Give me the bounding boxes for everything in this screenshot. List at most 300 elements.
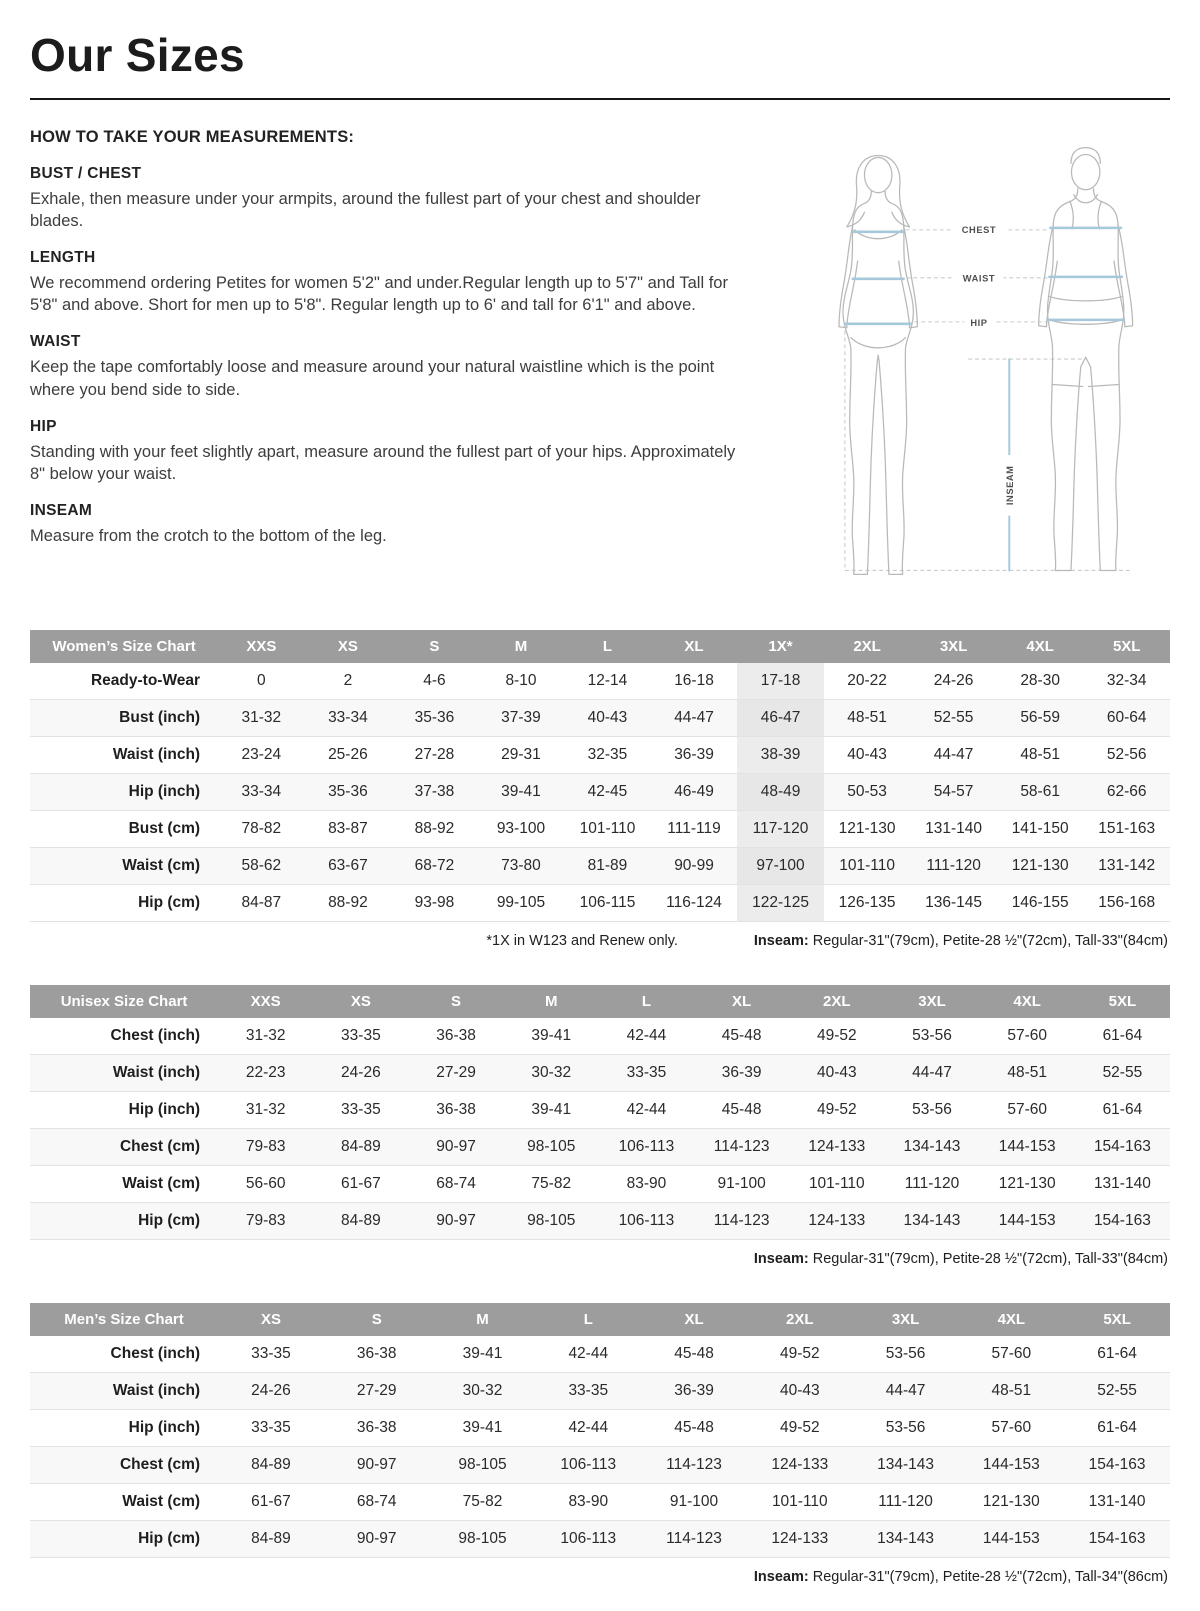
size-table-row: [30, 1203, 1170, 1240]
size-cell: 48-49: [737, 774, 824, 811]
size-cell: 4-6: [391, 663, 478, 700]
size-cell: 49-52: [789, 1018, 884, 1055]
size-cell: 106-113: [535, 1447, 641, 1484]
size-cell: 48-51: [824, 700, 911, 737]
man-figure: [1039, 148, 1133, 571]
size-cell: 61-67: [313, 1166, 408, 1203]
size-column-header: S: [391, 630, 478, 663]
size-cell: 36-38: [324, 1410, 430, 1447]
size-cell: 136-145: [910, 885, 997, 922]
size-cell: 2: [305, 663, 392, 700]
size-column-header: S: [324, 1303, 430, 1336]
size-cell: 124-133: [747, 1447, 853, 1484]
size-column-header: 2XL: [747, 1303, 853, 1336]
instructions-heading: HOW TO TAKE YOUR MEASUREMENTS:: [30, 128, 355, 146]
size-table-row: [30, 1521, 1170, 1558]
instruction-title: INSEAM: [30, 501, 93, 519]
size-row-label: Hip (cm): [30, 1521, 218, 1558]
size-cell: 32-35: [564, 737, 651, 774]
size-cell: 62-66: [1083, 774, 1170, 811]
size-cell: 58-61: [997, 774, 1084, 811]
size-cell: 111-120: [910, 848, 997, 885]
unisex-size-chart: [30, 985, 1170, 1267]
size-column-header: M: [430, 1303, 536, 1336]
size-cell: 114-123: [641, 1447, 747, 1484]
size-cell: 131-140: [1064, 1484, 1170, 1521]
size-cell: 53-56: [884, 1092, 979, 1129]
inseam-note-text: Regular-31"(79cm), Petite-28 ½"(72cm), Tall-33"(84cm): [808, 1251, 1168, 1267]
size-table-row: [30, 1129, 1170, 1166]
size-cell: 98-105: [430, 1521, 536, 1558]
size-cell: 42-44: [599, 1018, 694, 1055]
size-cell: 114-123: [641, 1521, 747, 1558]
size-cell: 36-39: [651, 737, 738, 774]
size-cell: 27-28: [391, 737, 478, 774]
size-cell: 0: [218, 663, 305, 700]
instruction-length: [30, 249, 740, 316]
size-cell: 61-64: [1064, 1410, 1170, 1447]
size-column-header: S: [408, 985, 503, 1018]
size-column-header: M: [504, 985, 599, 1018]
size-cell: 48-51: [980, 1055, 1075, 1092]
size-cell: 57-60: [958, 1410, 1064, 1447]
size-cell: 154-163: [1075, 1203, 1170, 1240]
size-cell: 61-64: [1075, 1092, 1170, 1129]
size-cell: 114-123: [694, 1129, 789, 1166]
size-cell: 60-64: [1083, 700, 1170, 737]
size-row-label: Chest (cm): [30, 1447, 218, 1484]
size-cell: 106-115: [564, 885, 651, 922]
size-cell: 88-92: [305, 885, 392, 922]
size-row-label: Hip (inch): [30, 774, 218, 811]
unisex-inseam-note: [754, 1251, 1168, 1267]
size-cell: 154-163: [1064, 1447, 1170, 1484]
size-row-label: Waist (inch): [30, 737, 218, 774]
size-cell: 90-97: [324, 1521, 430, 1558]
size-column-header: L: [599, 985, 694, 1018]
size-cell: 27-29: [324, 1373, 430, 1410]
size-table-header-row: [30, 985, 1170, 1018]
size-cell: 37-38: [391, 774, 478, 811]
size-cell: 98-105: [504, 1129, 599, 1166]
size-cell: 124-133: [789, 1129, 884, 1166]
size-cell: 75-82: [504, 1166, 599, 1203]
size-column-header: XXS: [218, 985, 313, 1018]
size-cell: 79-83: [218, 1129, 313, 1166]
instruction-inseam: [30, 502, 740, 547]
size-column-header: XS: [305, 630, 392, 663]
size-column-header: XS: [313, 985, 408, 1018]
size-cell: 73-80: [478, 848, 565, 885]
instruction-waist: [30, 333, 740, 400]
size-table-row: [30, 1373, 1170, 1410]
size-chart-title: Women’s Size Chart: [30, 630, 218, 663]
size-cell: 88-92: [391, 811, 478, 848]
size-cell: 24-26: [218, 1373, 324, 1410]
size-cell: 45-48: [694, 1092, 789, 1129]
size-cell: 124-133: [789, 1203, 884, 1240]
size-chart-title: Unisex Size Chart: [30, 985, 218, 1018]
size-cell: 42-44: [599, 1092, 694, 1129]
size-cell: 97-100: [737, 848, 824, 885]
size-cell: 121-130: [997, 848, 1084, 885]
size-column-header: 3XL: [853, 1303, 959, 1336]
size-cell: 84-89: [218, 1521, 324, 1558]
inseam-note-text: Regular-31"(79cm), Petite-28 ½"(72cm), Tall-33"(84cm): [808, 933, 1168, 949]
men-chart-footnotes: [32, 1569, 1168, 1585]
size-cell: 37-39: [478, 700, 565, 737]
page-title: Our Sizes: [30, 29, 245, 81]
size-cell: 33-35: [535, 1373, 641, 1410]
size-cell: 46-47: [737, 700, 824, 737]
size-cell: 122-125: [737, 885, 824, 922]
size-cell: 45-48: [641, 1410, 747, 1447]
size-row-label: Hip (inch): [30, 1410, 218, 1447]
size-table-row: [30, 811, 1170, 848]
size-cell: 83-87: [305, 811, 392, 848]
size-cell: 121-130: [980, 1166, 1075, 1203]
size-cell: 28-30: [997, 663, 1084, 700]
unisex-size-chart-table: [30, 985, 1170, 1240]
figure-illustration-wrap: [740, 128, 1170, 592]
size-cell: 154-163: [1064, 1521, 1170, 1558]
women-size-chart-table: [30, 630, 1170, 922]
size-column-header: XL: [651, 630, 738, 663]
size-table-row: [30, 774, 1170, 811]
instruction-bust-chest: [30, 165, 740, 232]
size-row-label: Waist (cm): [30, 1484, 218, 1521]
size-cell: 144-153: [958, 1521, 1064, 1558]
size-table-row: [30, 1018, 1170, 1055]
men-inseam-note: [754, 1569, 1168, 1585]
size-cell: 31-32: [218, 1092, 313, 1129]
size-table-header-row: [30, 630, 1170, 663]
measurement-instructions: [30, 128, 740, 564]
size-cell: 52-55: [1075, 1055, 1170, 1092]
size-cell: 114-123: [694, 1203, 789, 1240]
size-cell: 84-89: [313, 1129, 408, 1166]
size-cell: 101-110: [747, 1484, 853, 1521]
size-cell: 84-87: [218, 885, 305, 922]
size-cell: 53-56: [884, 1018, 979, 1055]
size-table-row: [30, 1447, 1170, 1484]
size-row-label: Hip (cm): [30, 885, 218, 922]
size-cell: 44-47: [910, 737, 997, 774]
instruction-title: HIP: [30, 417, 57, 435]
size-cell: 24-26: [910, 663, 997, 700]
size-cell: 39-41: [430, 1336, 536, 1373]
size-table-row: [30, 1336, 1170, 1373]
size-cell: 68-72: [391, 848, 478, 885]
inseam-note-text: Regular-31"(79cm), Petite-28 ½"(72cm), Tall-34"(86cm): [808, 1569, 1168, 1585]
size-cell: 42-44: [535, 1410, 641, 1447]
size-row-label: Waist (inch): [30, 1055, 218, 1092]
size-cell: 36-38: [408, 1092, 503, 1129]
size-column-header: L: [564, 630, 651, 663]
size-cell: 40-43: [824, 737, 911, 774]
size-table-row: [30, 663, 1170, 700]
size-cell: 56-60: [218, 1166, 313, 1203]
size-cell: 40-43: [789, 1055, 884, 1092]
size-cell: 57-60: [980, 1018, 1075, 1055]
size-row-label: Chest (inch): [30, 1018, 218, 1055]
instruction-body: Keep the tape comfortably loose and measure around your natural waistline which is the point where you bend side to side.: [30, 358, 715, 399]
size-cell: 101-110: [564, 811, 651, 848]
measurement-labels: [953, 222, 1018, 516]
size-cell: 126-135: [824, 885, 911, 922]
size-cell: 98-105: [430, 1447, 536, 1484]
size-cell: 48-51: [958, 1373, 1064, 1410]
size-cell: 31-32: [218, 1018, 313, 1055]
size-column-header: XXS: [218, 630, 305, 663]
size-cell: 144-153: [980, 1129, 1075, 1166]
size-cell: 33-35: [218, 1410, 324, 1447]
size-column-header: XL: [641, 1303, 747, 1336]
size-cell: 52-56: [1083, 737, 1170, 774]
woman-figure: [839, 155, 917, 574]
size-cell: 27-29: [408, 1055, 503, 1092]
size-cell: 61-67: [218, 1484, 324, 1521]
size-cell: 134-143: [853, 1521, 959, 1558]
size-cell: 32-34: [1083, 663, 1170, 700]
size-cell: 39-41: [504, 1092, 599, 1129]
women-size-chart: [30, 630, 1170, 949]
instruction-body: Exhale, then measure under your armpits, around the fullest part of your chest and shoulder blades.: [30, 190, 701, 231]
size-column-header: 2XL: [789, 985, 884, 1018]
size-cell: 44-47: [651, 700, 738, 737]
inseam-label: INSEAM: [1005, 465, 1016, 506]
size-cell: 81-89: [564, 848, 651, 885]
size-cell: 17-18: [737, 663, 824, 700]
size-cell: 75-82: [430, 1484, 536, 1521]
size-cell: 151-163: [1083, 811, 1170, 848]
size-cell: 116-124: [651, 885, 738, 922]
size-row-label: Waist (cm): [30, 848, 218, 885]
size-table-header-row: [30, 1303, 1170, 1336]
size-cell: 33-35: [313, 1018, 408, 1055]
size-cell: 144-153: [958, 1447, 1064, 1484]
size-cell: 154-163: [1075, 1129, 1170, 1166]
measurement-figures-illustration: [792, 132, 1164, 592]
instruction-hip: [30, 418, 740, 485]
men-size-chart: [30, 1303, 1170, 1585]
inseam-note-label: Inseam:: [753, 933, 809, 949]
size-row-label: Bust (cm): [30, 811, 218, 848]
size-cell: 49-52: [747, 1336, 853, 1373]
size-table-row: [30, 1055, 1170, 1092]
size-row-label: Hip (inch): [30, 1092, 218, 1129]
size-cell: 124-133: [747, 1521, 853, 1558]
size-cell: 39-41: [504, 1018, 599, 1055]
size-cell: 90-97: [408, 1129, 503, 1166]
size-row-label: Chest (inch): [30, 1336, 218, 1373]
size-cell: 79-83: [218, 1203, 313, 1240]
size-cell: 106-113: [599, 1129, 694, 1166]
size-column-header: 1X*: [737, 630, 824, 663]
size-cell: 42-45: [564, 774, 651, 811]
size-cell: 30-32: [430, 1373, 536, 1410]
size-cell: 57-60: [980, 1092, 1075, 1129]
size-cell: 22-23: [218, 1055, 313, 1092]
size-cell: 141-150: [997, 811, 1084, 848]
size-cell: 49-52: [747, 1410, 853, 1447]
size-cell: 83-90: [599, 1166, 694, 1203]
size-cell: 106-113: [599, 1203, 694, 1240]
size-column-header: 4XL: [997, 630, 1084, 663]
size-cell: 90-97: [408, 1203, 503, 1240]
size-column-header: XL: [694, 985, 789, 1018]
size-table-row: [30, 885, 1170, 922]
size-cell: 146-155: [997, 885, 1084, 922]
size-cell: 52-55: [910, 700, 997, 737]
size-cell: 36-38: [324, 1336, 430, 1373]
size-table-row: [30, 700, 1170, 737]
size-cell: 36-38: [408, 1018, 503, 1055]
size-column-header: 5XL: [1083, 630, 1170, 663]
chest-label: CHEST: [961, 224, 997, 235]
size-cell: 45-48: [641, 1336, 747, 1373]
size-cell: 35-36: [305, 774, 392, 811]
size-cell: 83-90: [535, 1484, 641, 1521]
size-cell: 25-26: [305, 737, 392, 774]
hip-label: HIP: [970, 317, 988, 328]
size-cell: 61-64: [1075, 1018, 1170, 1055]
size-cell: 23-24: [218, 737, 305, 774]
size-row-label: Ready-to-Wear: [30, 663, 218, 700]
size-cell: 39-41: [478, 774, 565, 811]
size-cell: 40-43: [747, 1373, 853, 1410]
size-cell: 20-22: [824, 663, 911, 700]
size-cell: 8-10: [478, 663, 565, 700]
size-chart-title: Men’s Size Chart: [30, 1303, 218, 1336]
size-table-row: [30, 1092, 1170, 1129]
size-row-label: Chest (cm): [30, 1129, 218, 1166]
size-cell: 48-51: [997, 737, 1084, 774]
instruction-title: LENGTH: [30, 249, 96, 267]
size-cell: 33-34: [218, 774, 305, 811]
size-cell: 36-39: [641, 1373, 747, 1410]
size-cell: 68-74: [408, 1166, 503, 1203]
title-divider: [30, 98, 1170, 100]
size-cell: 58-62: [218, 848, 305, 885]
size-cell: 35-36: [391, 700, 478, 737]
size-cell: 30-32: [504, 1055, 599, 1092]
size-cell: 101-110: [789, 1166, 884, 1203]
size-cell: 156-168: [1083, 885, 1170, 922]
size-cell: 44-47: [853, 1373, 959, 1410]
size-row-label: Waist (inch): [30, 1373, 218, 1410]
unisex-chart-footnotes: [32, 1251, 1168, 1267]
size-cell: 57-60: [958, 1336, 1064, 1373]
size-cell: 45-48: [694, 1018, 789, 1055]
size-cell: 144-153: [980, 1203, 1075, 1240]
size-cell: 50-53: [824, 774, 911, 811]
size-cell: 38-39: [737, 737, 824, 774]
size-cell: 53-56: [853, 1336, 959, 1373]
size-table-row: [30, 1484, 1170, 1521]
size-cell: 101-110: [824, 848, 911, 885]
size-cell: 93-98: [391, 885, 478, 922]
waist-label: WAIST: [962, 273, 996, 284]
size-table-row: [30, 848, 1170, 885]
size-row-label: Hip (cm): [30, 1203, 218, 1240]
size-cell: 44-47: [884, 1055, 979, 1092]
size-cell: 78-82: [218, 811, 305, 848]
size-cell: 33-35: [599, 1055, 694, 1092]
size-cell: 93-100: [478, 811, 565, 848]
size-cell: 121-130: [958, 1484, 1064, 1521]
size-cell: 84-89: [218, 1447, 324, 1484]
instruction-title: WAIST: [30, 333, 81, 351]
size-column-header: 4XL: [980, 985, 1075, 1018]
size-cell: 131-140: [910, 811, 997, 848]
size-cell: 54-57: [910, 774, 997, 811]
size-cell: 121-130: [824, 811, 911, 848]
size-table-row: [30, 737, 1170, 774]
size-cell: 49-52: [789, 1092, 884, 1129]
size-cell: 33-35: [218, 1336, 324, 1373]
size-cell: 131-140: [1075, 1166, 1170, 1203]
size-cell: 99-105: [478, 885, 565, 922]
size-cell: 53-56: [853, 1410, 959, 1447]
size-cell: 134-143: [884, 1129, 979, 1166]
instruction-body: Standing with your feet slightly apart, measure around the fullest part of your hips. Approximately 8" below your waist.: [30, 442, 736, 483]
size-table-row: [30, 1166, 1170, 1203]
size-column-header: XS: [218, 1303, 324, 1336]
size-cell: 134-143: [884, 1203, 979, 1240]
size-column-header: 3XL: [884, 985, 979, 1018]
size-cell: 40-43: [564, 700, 651, 737]
size-cell: 68-74: [324, 1484, 430, 1521]
size-cell: 24-26: [313, 1055, 408, 1092]
size-cell: 56-59: [997, 700, 1084, 737]
size-cell: 91-100: [641, 1484, 747, 1521]
size-cell: 46-49: [651, 774, 738, 811]
size-cell: 106-113: [535, 1521, 641, 1558]
size-column-header: M: [478, 630, 565, 663]
size-column-header: 5XL: [1075, 985, 1170, 1018]
size-cell: 91-100: [694, 1166, 789, 1203]
inseam-note-label: Inseam:: [753, 1251, 809, 1267]
size-cell: 42-44: [535, 1336, 641, 1373]
size-column-header: 2XL: [824, 630, 911, 663]
size-cell: 90-99: [651, 848, 738, 885]
size-cell: 36-39: [694, 1055, 789, 1092]
size-column-header: 4XL: [958, 1303, 1064, 1336]
size-column-header: L: [535, 1303, 641, 1336]
size-cell: 12-14: [564, 663, 651, 700]
size-cell: 111-120: [853, 1484, 959, 1521]
size-row-label: Waist (cm): [30, 1166, 218, 1203]
size-column-header: 3XL: [910, 630, 997, 663]
size-cell: 39-41: [430, 1410, 536, 1447]
size-cell: 16-18: [651, 663, 738, 700]
instruction-body: We recommend ordering Petites for women 5'2" and under.Regular length up to 5'7" and Tall for 5'8" and above. Short for men up to 5'8". Regular length up to 6' and tall for 6'1" and above.: [30, 274, 728, 315]
women-1x-note: *1X in W123 and Renew only.: [486, 933, 678, 949]
instruction-title: BUST / CHEST: [30, 165, 142, 182]
size-cell: 117-120: [737, 811, 824, 848]
size-cell: 84-89: [313, 1203, 408, 1240]
size-cell: 63-67: [305, 848, 392, 885]
size-cell: 29-31: [478, 737, 565, 774]
size-cell: 52-55: [1064, 1373, 1170, 1410]
size-cell: 61-64: [1064, 1336, 1170, 1373]
size-cell: 111-119: [651, 811, 738, 848]
men-size-chart-table: [30, 1303, 1170, 1558]
inseam-note-label: Inseam:: [753, 1569, 809, 1585]
size-table-row: [30, 1410, 1170, 1447]
size-cell: 33-34: [305, 700, 392, 737]
